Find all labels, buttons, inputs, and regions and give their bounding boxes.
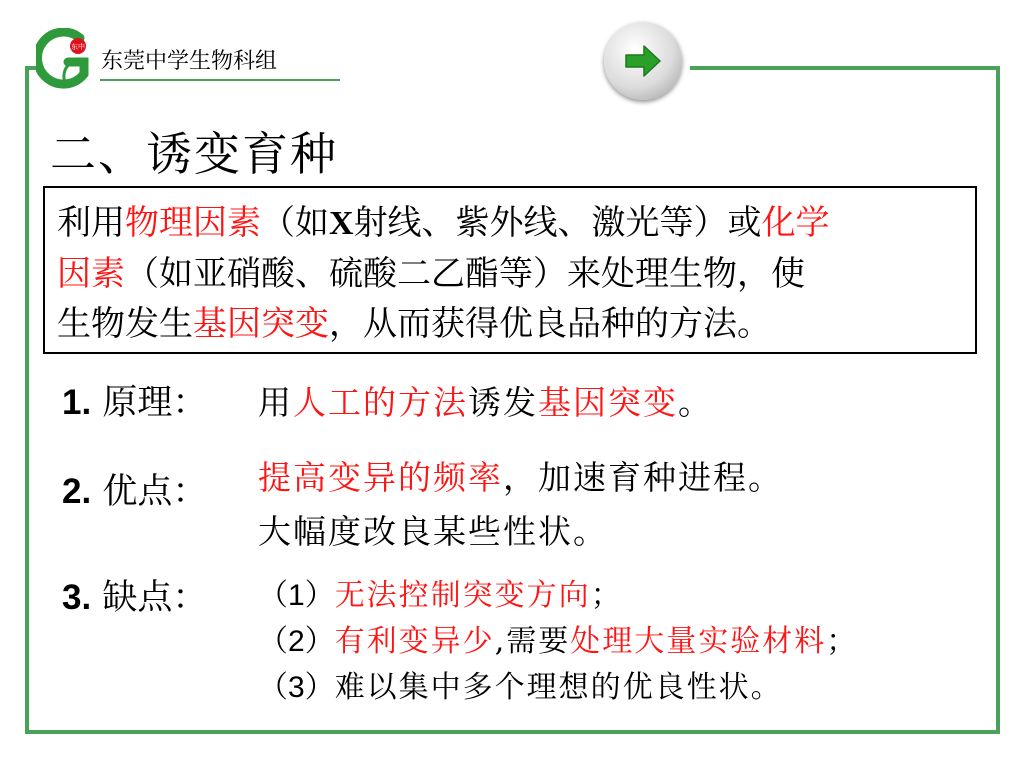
item-index: （1）	[258, 579, 335, 612]
content-text: ,需要	[494, 624, 571, 659]
def-highlight: 物理因素	[125, 203, 261, 243]
def-text: X	[329, 205, 354, 242]
disadvantage-item-2	[258, 620, 858, 664]
def-text: （如亚硝酸、硫酸二乙酯等）来处理生物，使	[125, 254, 805, 294]
content-text: ；	[826, 624, 859, 659]
content-highlight: 提高变异的频率	[258, 458, 503, 497]
disadvantage-item-3	[258, 666, 783, 710]
frame-top-right	[690, 66, 1000, 70]
content-text: ；	[590, 578, 623, 613]
item-number: 3.	[62, 578, 92, 617]
content-highlight: 处理大量实验材料	[570, 624, 827, 659]
item-term: 优点：	[102, 472, 208, 512]
school-logo	[36, 28, 98, 94]
arrow-right-icon	[604, 22, 682, 100]
def-text: 射线、紫外线、激光等）或	[353, 203, 762, 243]
def-text: 利用	[57, 203, 125, 243]
disadvantage-item-1	[258, 574, 623, 618]
svg-text:东中: 东中	[71, 43, 85, 51]
item-term: 缺点：	[102, 578, 208, 618]
definition-box	[43, 186, 977, 354]
group-name: 东莞中学生物科组	[101, 49, 278, 74]
content-text: 诱发	[468, 383, 538, 422]
principle-content	[258, 380, 713, 426]
content-text: 用	[258, 383, 293, 422]
content-highlight: 人工的方法	[293, 383, 468, 422]
frame-bottom	[25, 730, 1000, 734]
advantages-label	[62, 467, 207, 517]
item-term: 原理：	[102, 383, 208, 423]
content-highlight: 无法控制突变方向	[334, 578, 591, 613]
item-index: （2）	[258, 625, 335, 658]
def-text: ，从而获得优良品种的方法。	[329, 304, 771, 344]
def-text: 生物发生	[57, 304, 193, 344]
item-index: （3）	[258, 671, 335, 704]
advantages-line-1	[258, 455, 783, 501]
content-text: 。	[678, 383, 713, 422]
content-highlight: 有利变异少	[334, 624, 495, 659]
def-highlight: 化学	[761, 203, 830, 243]
frame-right	[996, 66, 1000, 734]
next-slide-button[interactable]	[604, 22, 682, 100]
item-number: 2.	[62, 472, 92, 511]
principle-label	[62, 378, 207, 428]
content-text: ，加速育种进程。	[503, 458, 783, 497]
header-underline	[100, 79, 340, 81]
disadvantages-label	[62, 573, 207, 623]
def-text: （如	[261, 203, 329, 243]
def-highlight: 基因突变	[193, 304, 329, 344]
frame-left	[25, 66, 29, 734]
content-highlight: 基因突变	[538, 383, 678, 422]
item-number: 1.	[62, 383, 92, 422]
advantages-line-2: 大幅度改良某些性状。	[258, 512, 608, 551]
page-title: 二、诱变育种	[50, 127, 338, 181]
def-highlight: 因素	[57, 254, 125, 294]
content-text: 难以集中多个理想的优良性状。	[334, 670, 783, 705]
